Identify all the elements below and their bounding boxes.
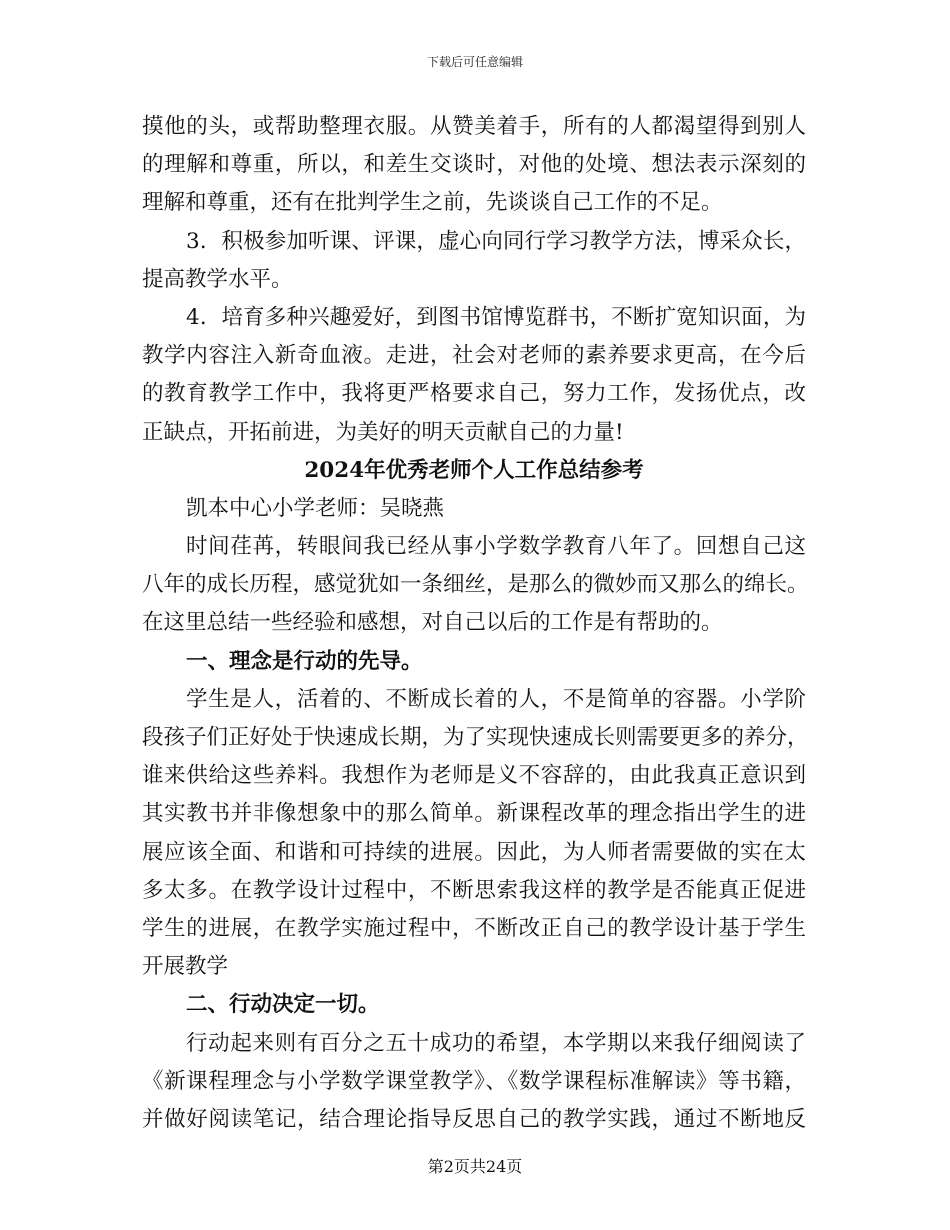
text-line: 并做好阅读笔记，结合理论指导反思自己的教学实践，通过不断地反: [142, 1106, 806, 1132]
text-line: 4．培育多种兴趣爱好，到图书馆博览群书，不断扩宽知识面，为: [186, 304, 806, 330]
text-line: 开展教学: [142, 954, 229, 980]
text-line: 行动起来则有百分之五十成功的希望，本学期以来我仔细阅读了: [186, 1030, 806, 1056]
text-line: 的教育教学工作中，我将更严格要求自己，努力工作，发扬优点，改: [142, 381, 806, 407]
text-line: 在这里总结一些经验和感想，对自己以后的工作是有帮助的。: [142, 610, 723, 636]
text-line: 学生是人，活着的、不断成长着的人，不是简单的容器。小学阶: [186, 686, 806, 712]
text-line: 凯本中心小学老师：吴晓燕: [186, 495, 445, 521]
document-body: [142, 108, 809, 1139]
document-title: 2024年优秀老师个人工作总结参考: [304, 457, 644, 483]
text-line: 时间荏苒，转眼间我已经从事小学数学教育八年了。回想自己这: [186, 534, 806, 560]
text-line: 展应该全面、和谐和可持续的进展。因此，为人师者需要做的实在太: [142, 839, 806, 865]
text-line: 段孩子们正好处于快速成长期，为了实现快速成长则需要更多的养分，: [142, 725, 809, 750]
page-footer: 第2页共24页: [427, 1157, 523, 1176]
text-line: 的理解和尊重，所以，和差生交谈时，对他的处境、想法表示深刻的: [142, 152, 806, 178]
text-line: 多太多。在教学设计过程中，不断思索我这样的教学是否能真正促进: [142, 877, 806, 903]
text-line: 教学内容注入新奇血液。走进，社会对老师的素养要求更高，在今后: [142, 343, 806, 369]
section-heading: 一、理念是行动的先导。: [186, 648, 423, 674]
section-heading: 二、行动决定一切。: [186, 992, 380, 1018]
text-line: 理解和尊重，还有在批判学生之前，先谈谈自己工作的不足。: [142, 190, 723, 216]
text-line: 其实教书并非像想象中的那么简单。新课程改革的理念指出学生的进: [142, 801, 806, 827]
text-line: 《新课程理念与小学数学课堂教学》、《数学课程标准解读》等书籍，: [142, 1068, 806, 1094]
text-line: 谁来供给这些养料。我想作为老师是义不容辞的，由此我真正意识到: [142, 763, 806, 789]
text-line: 提高教学水平。: [142, 266, 293, 292]
page-header: 下载后可任意编辑: [426, 55, 523, 69]
text-line: 学生的进展，在教学实施过程中，不断改正自己的教学设计基于学生: [142, 915, 806, 941]
text-line: 正缺点，开拓前进，为美好的明天贡献自己的力量!: [142, 419, 624, 445]
text-line: 3．积极参加听课、评课，虚心向同行学习教学方法，博采众长，: [186, 228, 806, 254]
text-line: 摸他的头，或帮助整理衣服。从赞美着手，所有的人都渴望得到别人: [142, 114, 806, 139]
text-line: 八年的成长历程，感觉犹如一条细丝，是那么的微妙而又那么的绵长。: [142, 572, 809, 598]
